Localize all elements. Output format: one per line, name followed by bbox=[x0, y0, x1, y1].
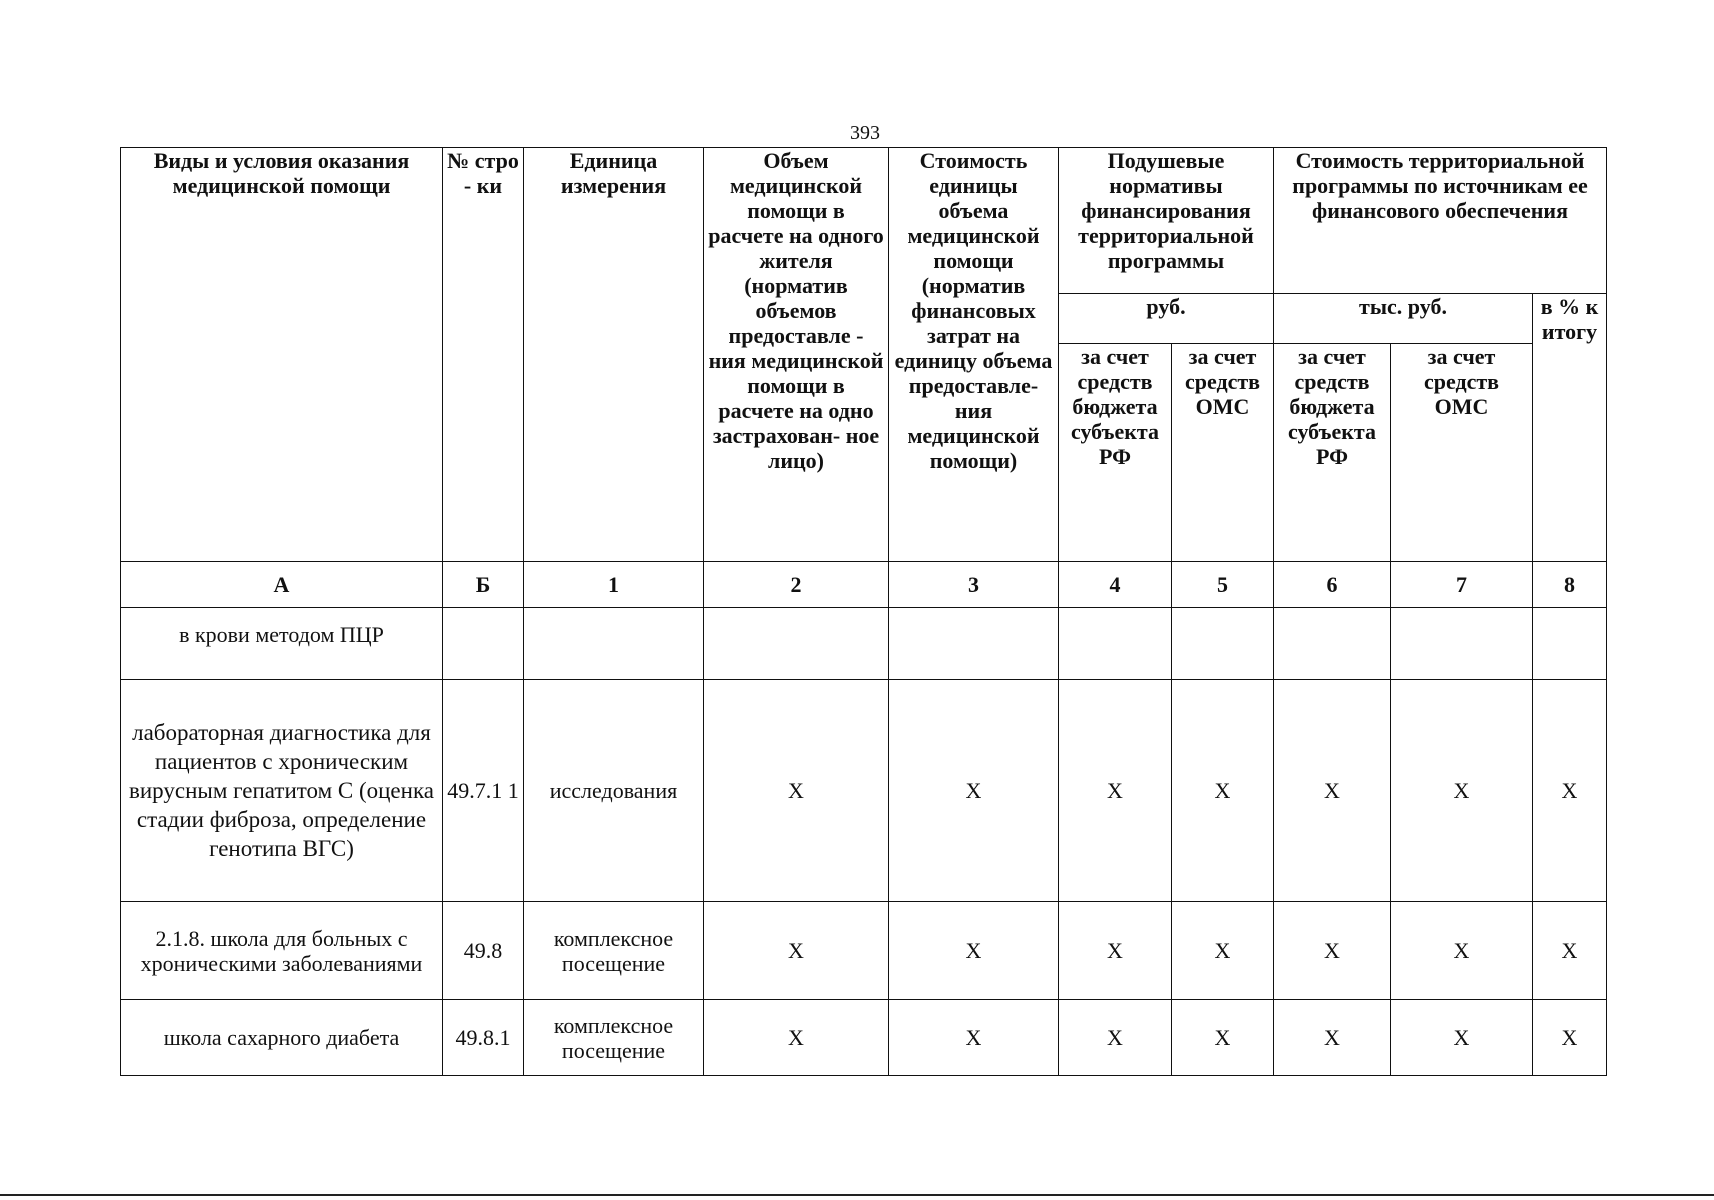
header-program-cost: Стоимость территориальной программы по источникам ее финансового обеспечения bbox=[1274, 148, 1607, 294]
header-line-number: № стро - ки bbox=[443, 148, 524, 562]
header-percent-of-total: в % к итогу bbox=[1533, 294, 1607, 562]
row-value: X bbox=[704, 680, 889, 902]
row-value bbox=[889, 608, 1059, 680]
row-value bbox=[1172, 608, 1274, 680]
row-value: X bbox=[889, 1000, 1059, 1076]
row-line-number: 49.8.1 bbox=[443, 1000, 524, 1076]
row-unit bbox=[524, 608, 704, 680]
header-oms-thousand: за счет средств ОМС bbox=[1391, 344, 1533, 562]
row-value: X bbox=[889, 680, 1059, 902]
row-line-number: 49.8 bbox=[443, 902, 524, 1000]
header-oms-rub: за счет средств ОМС bbox=[1172, 344, 1274, 562]
row-name: школа сахарного диабета bbox=[121, 1000, 443, 1076]
row-unit: комплексное посещение bbox=[524, 902, 704, 1000]
column-number: А bbox=[121, 562, 443, 608]
row-value: X bbox=[1274, 680, 1391, 902]
row-value: X bbox=[1391, 680, 1533, 902]
column-number: 5 bbox=[1172, 562, 1274, 608]
row-value: X bbox=[1533, 1000, 1607, 1076]
row-value: X bbox=[889, 902, 1059, 1000]
row-value: X bbox=[704, 902, 889, 1000]
header-unit-of-measure: Единица измерения bbox=[524, 148, 704, 562]
row-name: 2.1.8. школа для больных с хроническими заболеваниями bbox=[121, 902, 443, 1000]
row-unit: исследования bbox=[524, 680, 704, 902]
row-name: лабораторная диагностика для пациентов с хроническим вирусным гепатитом С (оценка стадии фиброза, определение генотипа ВГС) bbox=[121, 680, 443, 902]
row-name: в крови методом ПЦР bbox=[121, 608, 443, 680]
row-value: X bbox=[1391, 902, 1533, 1000]
header-per-capita-standards: Подушевые нормативы финансирования территориальной программы bbox=[1059, 148, 1274, 294]
column-number: 3 bbox=[889, 562, 1059, 608]
column-number: 2 bbox=[704, 562, 889, 608]
row-value: X bbox=[1533, 680, 1607, 902]
row-unit: комплексное посещение bbox=[524, 1000, 704, 1076]
row-value: X bbox=[1059, 680, 1172, 902]
header-types-of-care: Виды и условия оказания медицинской помощи bbox=[121, 148, 443, 562]
row-value: X bbox=[1059, 1000, 1172, 1076]
row-value bbox=[1274, 608, 1391, 680]
row-value bbox=[1059, 608, 1172, 680]
row-value bbox=[704, 608, 889, 680]
row-value: X bbox=[704, 1000, 889, 1076]
header-unit-rub: руб. bbox=[1059, 294, 1274, 344]
column-number: 6 bbox=[1274, 562, 1391, 608]
row-value: X bbox=[1274, 902, 1391, 1000]
row-value: X bbox=[1274, 1000, 1391, 1076]
row-value: X bbox=[1172, 680, 1274, 902]
row-value bbox=[1391, 608, 1533, 680]
header-budget-thousand: за счет средств бюджета субъекта РФ bbox=[1274, 344, 1391, 562]
column-number: Б bbox=[443, 562, 524, 608]
header-unit-thousand-rub: тыс. руб. bbox=[1274, 294, 1533, 344]
row-value: X bbox=[1533, 902, 1607, 1000]
row-value: X bbox=[1059, 902, 1172, 1000]
row-value: X bbox=[1172, 902, 1274, 1000]
row-value: X bbox=[1172, 1000, 1274, 1076]
column-number: 8 bbox=[1533, 562, 1607, 608]
financing-table bbox=[120, 147, 1607, 1076]
scan-edge-line bbox=[0, 1194, 1714, 1196]
row-value bbox=[1533, 608, 1607, 680]
column-number: 7 bbox=[1391, 562, 1533, 608]
header-volume-per-resident: Объем медицинской помощи в расчете на одного жителя (норматив объемов предоставле - ния медицинской помощи в расчете на одно застрахован- ное лицо) bbox=[704, 148, 889, 562]
header-unit-cost: Стоимость единицы объема медицинской помощи (норматив финансовых затрат на единицу объема предоставле- ния медицинской помощи) bbox=[889, 148, 1059, 562]
page-number: 393 bbox=[850, 122, 880, 144]
row-value: X bbox=[1391, 1000, 1533, 1076]
row-line-number bbox=[443, 608, 524, 680]
column-number: 1 bbox=[524, 562, 704, 608]
column-number: 4 bbox=[1059, 562, 1172, 608]
header-budget-rub: за счет средств бюджета субъекта РФ bbox=[1059, 344, 1172, 562]
row-line-number: 49.7.1 1 bbox=[443, 680, 524, 902]
